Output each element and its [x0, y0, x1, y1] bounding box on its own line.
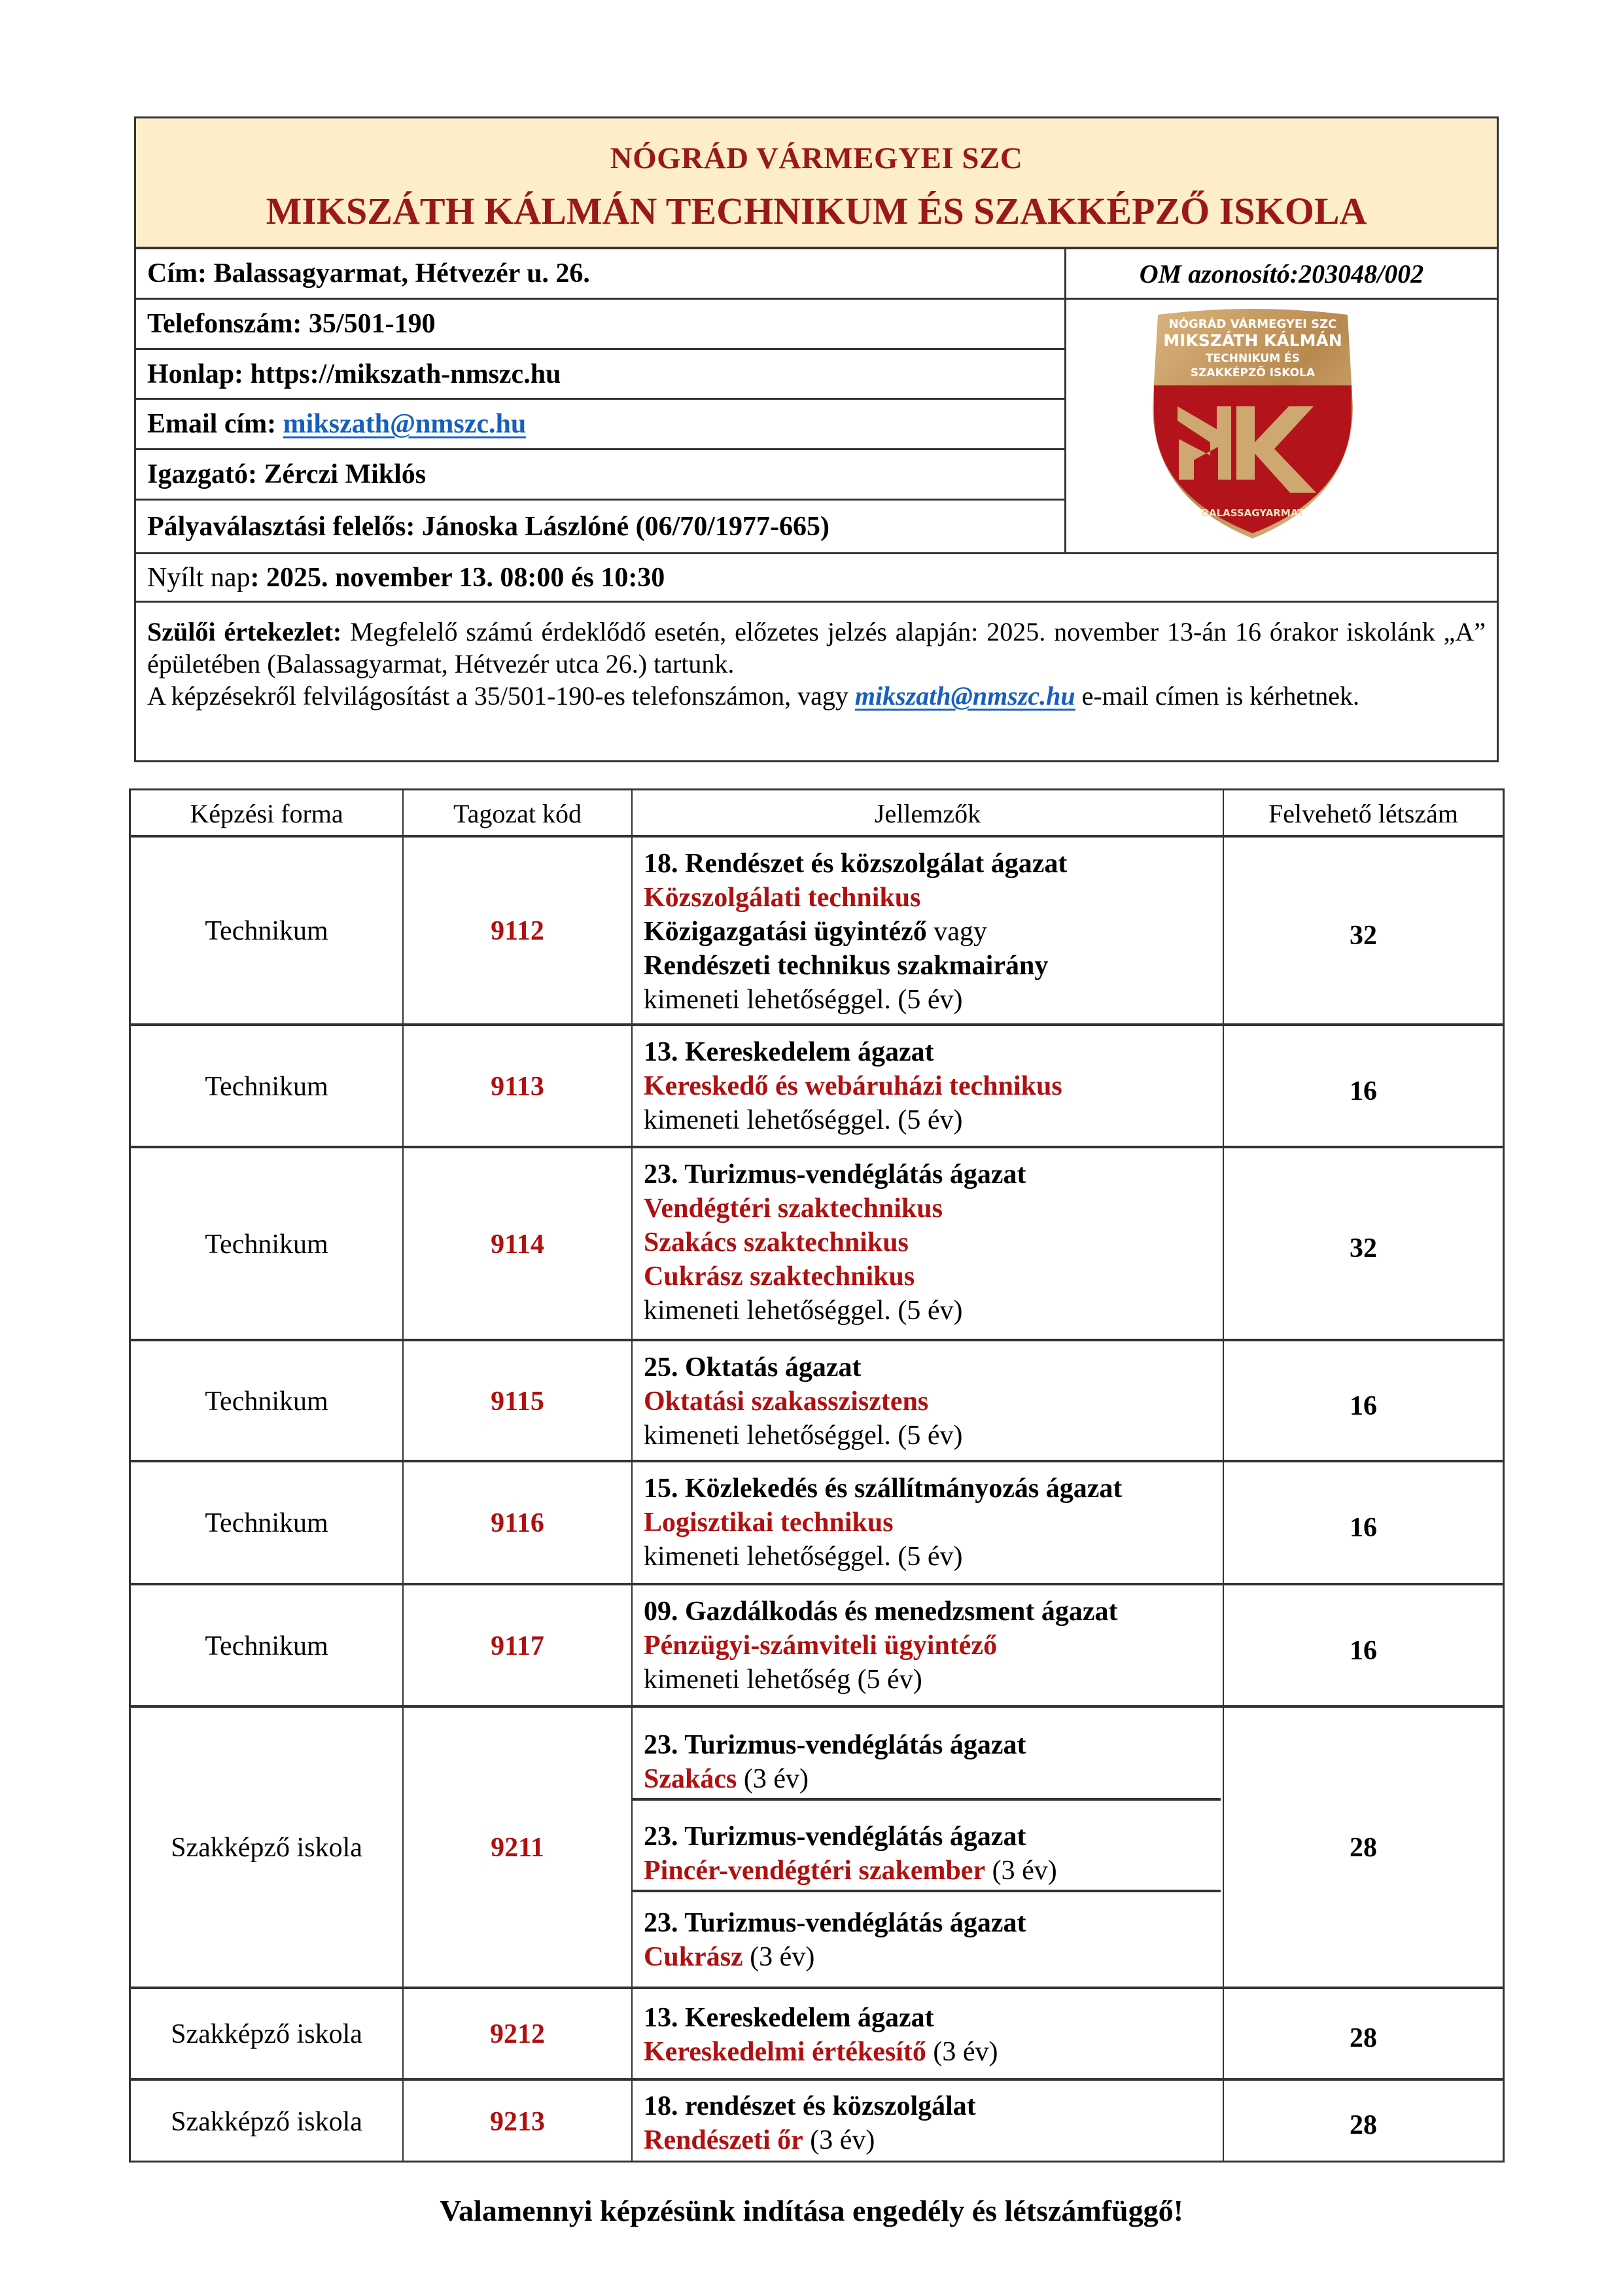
career-contact-row — [136, 501, 1064, 552]
program-code: 9114 — [491, 1229, 544, 1260]
duration: (3 év) — [742, 1942, 815, 1972]
program-capacity: 16 — [1350, 1636, 1377, 1666]
specialization: Rendészeti technikus szakmairány — [644, 951, 1049, 981]
program-capacity: 32 — [1350, 1233, 1377, 1263]
qualification: Vendégtéri szaktechnikus — [644, 1193, 943, 1224]
logo-line1: NÓGRÁD VÁRMEGYEI SZC — [1168, 317, 1337, 331]
program-code: 9212 — [490, 2019, 545, 2049]
col-header-code: Tagozat kód — [453, 798, 582, 828]
program-code: 9211 — [491, 1833, 544, 1863]
open-day-row — [136, 552, 1497, 603]
subrow-divider — [633, 1798, 1221, 1801]
program-subrow — [644, 1906, 1026, 1974]
website-row — [136, 350, 1064, 400]
qualification: Pincér-vendégtéri szakember — [644, 1856, 986, 1886]
program-description — [644, 2089, 976, 2157]
sector: 18. rendészet és közszolgálat — [644, 2091, 976, 2121]
duration-note: kimeneti lehetőséggel. (5 év) — [644, 1105, 963, 1135]
program-description — [644, 1472, 1122, 1574]
sector: 09. Gazdálkodás és menedzsment ágazat — [644, 1597, 1118, 1627]
org-name: NÓGRÁD VÁRMEGYEI SZC — [610, 141, 1023, 175]
duration-note: kimeneti lehetőséggel. (5 év) — [644, 1296, 963, 1326]
duration-note: kimeneti lehetőséggel. (5 év) — [644, 985, 963, 1015]
program-code: 9113 — [491, 1071, 544, 1102]
sector: 23. Turizmus-vendéglátás ágazat — [644, 1908, 1026, 1938]
contact-text-after: e-mail címen is kérhetnek. — [1075, 681, 1359, 711]
col-header-features: Jellemzők — [874, 798, 981, 828]
program-form: Technikum — [205, 1386, 328, 1417]
principal: Igazgató: Zérczi Miklós — [147, 459, 427, 489]
qualification: Logisztikai technikus — [644, 1508, 894, 1538]
qualification: Pénzügyi-számviteli ügyintéző — [644, 1631, 998, 1661]
logo-line2: MIKSZÁTH KÁLMÁN — [1163, 331, 1342, 350]
duration: (3 év) — [926, 2037, 998, 2067]
program-code: 9112 — [491, 916, 544, 946]
program-form: Technikum — [205, 916, 328, 946]
open-day-value: : 2025. november 13. 08:00 és 10:30 — [250, 562, 665, 593]
contact-text: A képzésekről felvilágosítást a 35/501-190-es telefonszámon, vagy — [147, 681, 855, 711]
program-code: 9115 — [491, 1386, 544, 1417]
address: Cím: Balassagyarmat, Hétvezér u. 26. — [147, 258, 590, 289]
subrow-divider — [633, 1890, 1221, 1892]
col-header-capacity: Felvehető létszám — [1268, 798, 1458, 828]
school-header — [136, 118, 1497, 249]
duration: (3 év) — [803, 2125, 875, 2155]
program-code: 9116 — [491, 1508, 544, 1538]
duration-note: kimeneti lehetőséggel. (5 év) — [644, 1421, 963, 1451]
qualification: Cukrász szaktechnikus — [644, 1262, 915, 1292]
principal-row — [136, 450, 1064, 501]
program-subrow — [644, 1728, 1026, 1796]
duration-note: kimeneti lehetőség (5 év) — [644, 1665, 922, 1695]
conjunction: vagy — [926, 917, 987, 947]
sector: 23. Turizmus-vendéglátás ágazat — [644, 1822, 1026, 1852]
program-form: Technikum — [205, 1229, 328, 1260]
program-capacity: 28 — [1350, 1833, 1377, 1863]
program-description — [644, 1035, 1062, 1137]
sector: 23. Turizmus-vendéglátás ágazat — [644, 1730, 1026, 1760]
program-description — [644, 2001, 998, 2069]
program-code: 9213 — [490, 2106, 545, 2137]
program-capacity: 16 — [1350, 1513, 1377, 1543]
qualification: Kereskedelmi értékesítő — [644, 2037, 926, 2067]
qualification: Oktatási szakasszisztens — [644, 1386, 929, 1417]
parent-meeting — [136, 603, 1497, 760]
program-form: Szakképző iskola — [171, 1833, 362, 1863]
shield-logo-icon — [1145, 308, 1361, 540]
qualification-option: Közigazgatási ügyintéző — [644, 917, 927, 947]
sector: 13. Kereskedelem ágazat — [644, 1037, 934, 1067]
logo-line4: SZAKKÉPZŐ ISKOLA — [1190, 366, 1316, 380]
footer-note: Valamennyi képzésünk indítása engedély és létszámfüggő! — [440, 2194, 1183, 2227]
meeting-text: Megfelelő számú érdeklődő esetén, előzetes jelzés alapján: 2025. november 13-án 16 órakor iskolánk „A” épületében (Balassagyarmat, Hétvezér utca 26.) tartunk. — [147, 617, 1486, 679]
program-form: Technikum — [205, 1071, 328, 1102]
sector: 18. Rendészet és közszolgálat ágazat — [644, 849, 1068, 879]
qualification: Közszolgálati technikus — [644, 883, 921, 913]
duration-note: kimeneti lehetőséggel. (5 év) — [644, 1542, 963, 1572]
program-form: Technikum — [205, 1631, 328, 1661]
qualification: Szakács — [644, 1764, 737, 1794]
school-name: MIKSZÁTH KÁLMÁN TECHNIKUM ÉS SZAKKÉPZŐ ISKOLA — [266, 190, 1367, 232]
email-row — [136, 400, 1064, 450]
program-capacity: 28 — [1350, 2023, 1377, 2053]
phone: Telefonszám: 35/501-190 — [147, 309, 436, 339]
school-logo — [1145, 308, 1361, 540]
sector: 13. Kereskedelem ágazat — [644, 2003, 934, 2033]
program-description — [644, 1595, 1117, 1697]
address-row — [136, 249, 1064, 300]
program-description — [644, 1351, 963, 1453]
duration: (3 év) — [985, 1856, 1057, 1886]
logo-line3: TECHNIKUM ÉS — [1206, 352, 1300, 365]
email-label: Email cím: — [147, 409, 277, 439]
career-contact: Pályaválasztási felelős: Jánoska Lászlóné (06/70/1977-665) — [147, 511, 829, 542]
program-code: 9117 — [491, 1631, 544, 1661]
duration: (3 év) — [737, 1764, 809, 1794]
qualification: Rendészeti őr — [644, 2125, 803, 2155]
phone-row — [136, 300, 1064, 350]
program-form: Technikum — [205, 1508, 328, 1538]
contact-email-link[interactable]: mikszath@nmszc.hu — [854, 681, 1075, 711]
email-link[interactable]: mikszath@nmszc.hu — [283, 409, 527, 439]
website: Honlap: https://mikszath-nmszc.hu — [147, 359, 561, 389]
program-capacity: 16 — [1350, 1076, 1377, 1106]
qualification: Kereskedő és webáruházi technikus — [644, 1071, 1062, 1101]
meeting-label: Szülői értekezlet: — [147, 617, 342, 646]
open-day-label: Nyílt nap — [147, 562, 251, 593]
program-description — [644, 847, 1067, 1017]
om-id: OM azonosító:203048/002 — [1066, 249, 1497, 300]
program-capacity: 32 — [1350, 921, 1377, 951]
program-subrow — [644, 1820, 1057, 1888]
qualification: Cukrász — [644, 1942, 743, 1972]
qualification: Szakács szaktechnikus — [644, 1227, 909, 1258]
sector: 15. Közlekedés és szállítmányozás ágazat — [644, 1474, 1123, 1504]
col-divider — [631, 790, 633, 2161]
program-form: Szakképző iskola — [171, 2019, 362, 2049]
program-capacity: 16 — [1350, 1391, 1377, 1421]
logo-city: BALASSAGYARMAT — [1201, 507, 1304, 519]
programs-table — [129, 788, 1505, 2163]
sector: 23. Turizmus-vendéglátás ágazat — [644, 1159, 1026, 1190]
program-form: Szakképző iskola — [171, 2106, 362, 2137]
col-header-form: Képzési forma — [190, 798, 343, 828]
sector: 25. Oktatás ágazat — [644, 1352, 862, 1383]
program-description — [644, 1157, 1026, 1328]
school-info-box — [134, 116, 1499, 762]
program-capacity: 28 — [1350, 2110, 1377, 2140]
